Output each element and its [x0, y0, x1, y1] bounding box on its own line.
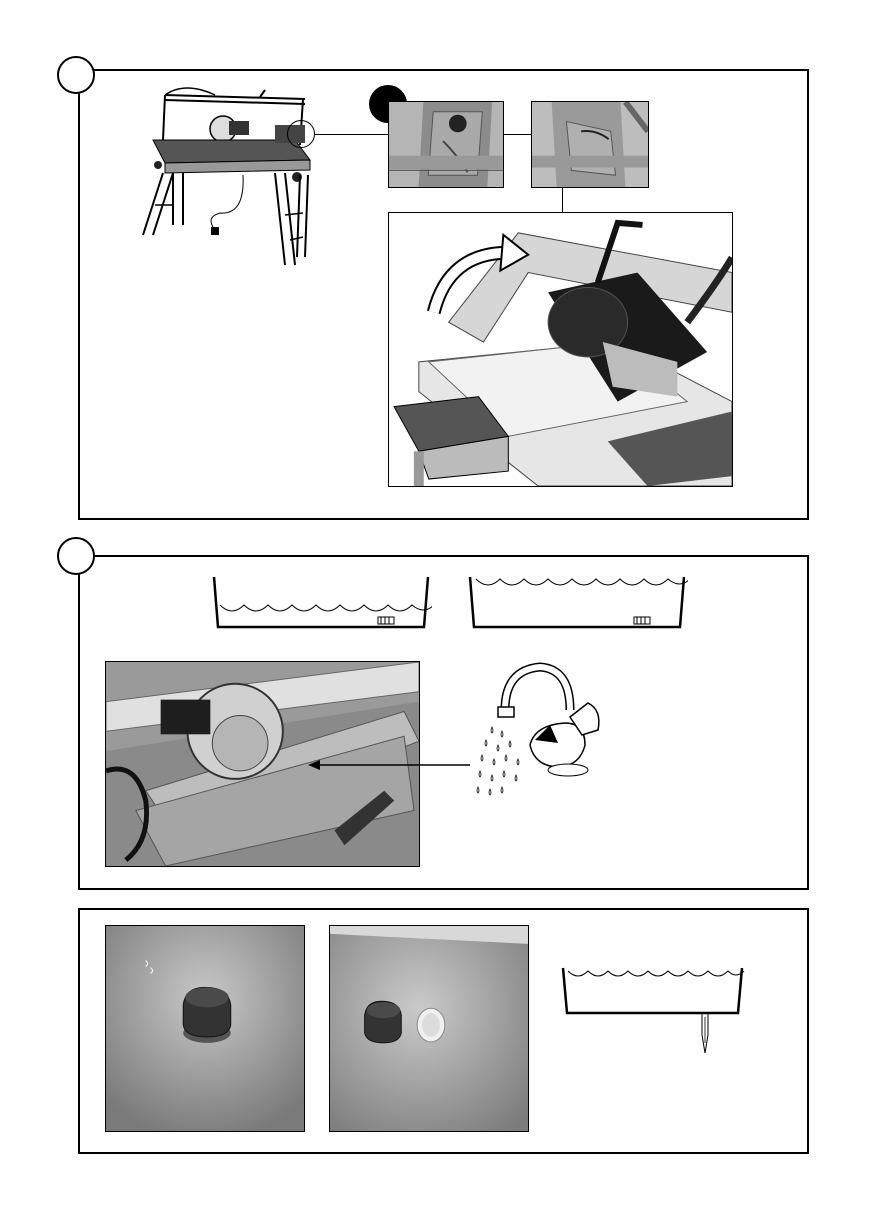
- water-tank-low-diagram: [210, 575, 432, 630]
- photo-connector-vertical: [562, 188, 563, 213]
- section-1-marker: [57, 56, 95, 94]
- fill-direction-arrow: [308, 758, 470, 772]
- tile-saw-overview-illustration: [125, 85, 325, 275]
- tank-draining-diagram: [560, 965, 745, 1060]
- callout-leader-line: [314, 134, 389, 135]
- bevel-knob-closeup-photo: [388, 101, 504, 188]
- tilted-cutting-head-photo: [388, 212, 733, 487]
- faucet-icon: [470, 655, 615, 800]
- detail-callout-circle: [287, 120, 315, 148]
- drain-plug-open-photo: [329, 925, 529, 1132]
- bevel-scale-closeup-photo: [531, 101, 649, 188]
- photo-connector-line: [504, 134, 532, 135]
- water-tank-full-diagram: [466, 575, 688, 630]
- section-2-marker: [57, 537, 95, 575]
- drain-plug-closed-photo: [105, 925, 305, 1132]
